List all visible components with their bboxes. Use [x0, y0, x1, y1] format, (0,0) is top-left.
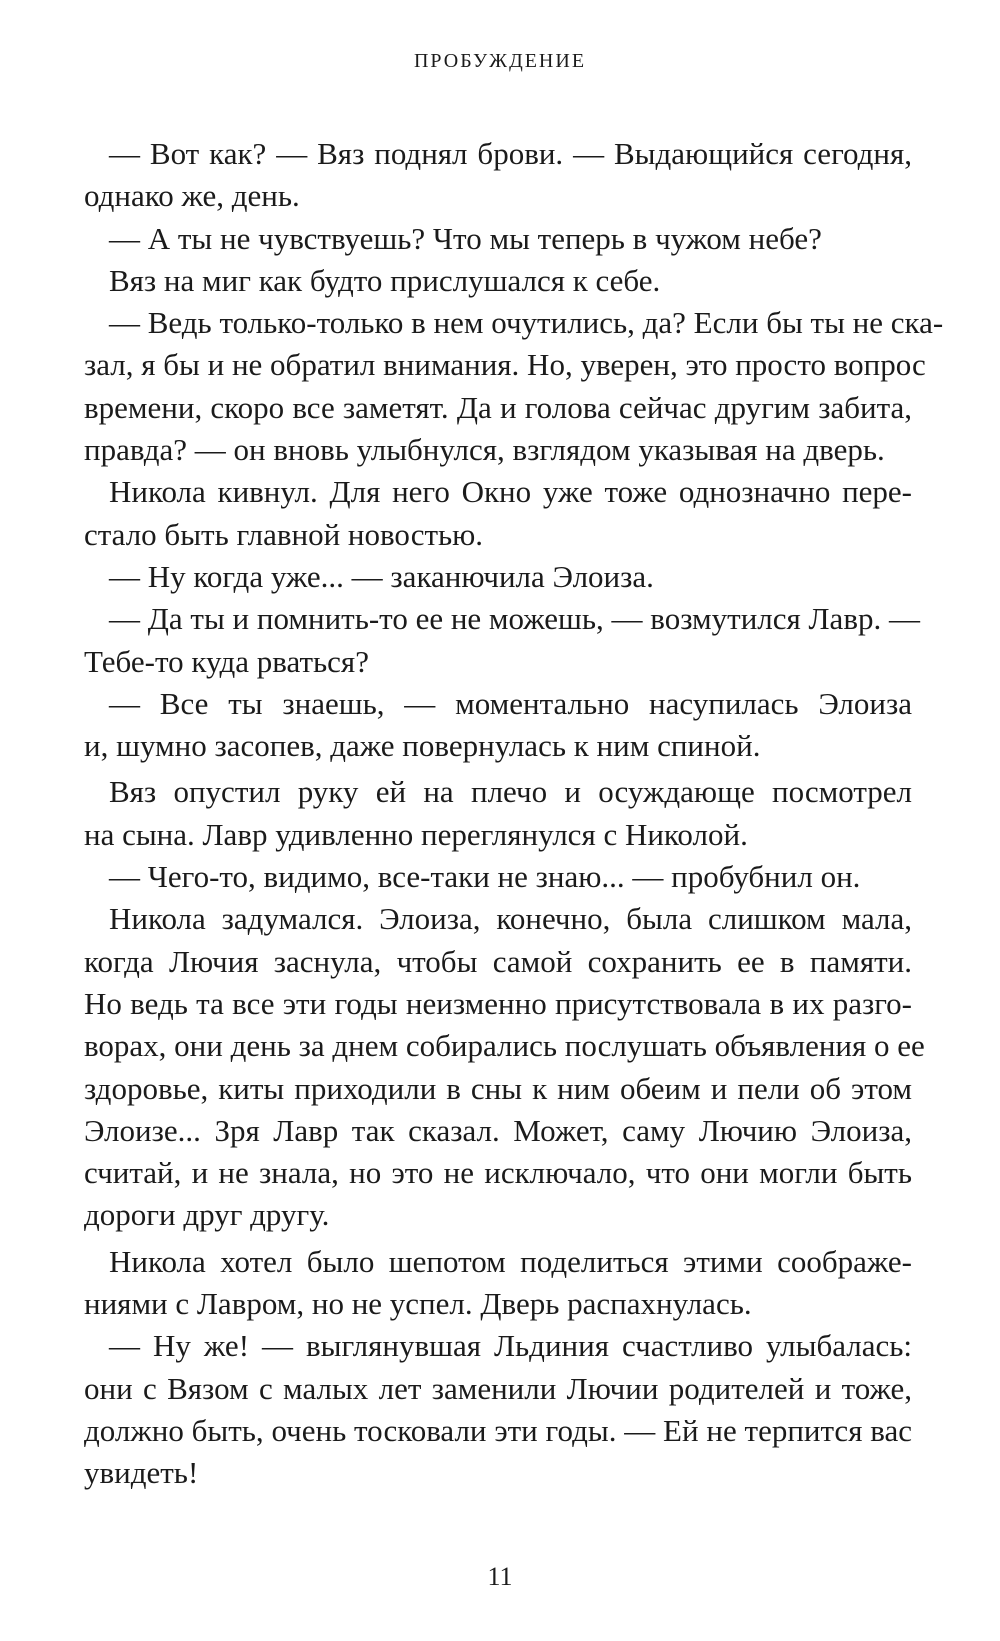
text-line: — Да ты и помнить-то ее не можешь, — возмутился Лавр. —: [109, 601, 920, 637]
page-number: 11: [487, 1562, 513, 1591]
text-line: и, шумно засопев, даже повернулась к ним спиной.: [84, 728, 761, 764]
text-line: — Ну же! — выглянувшая Льдиния счастливо улыбалась:: [109, 1328, 912, 1364]
text-line: Никола кивнул. Для него Окно уже тоже однозначно пере-: [109, 474, 912, 510]
text-line: когда Лючия заснула, чтобы самой сохранить ее в памяти.: [84, 943, 912, 979]
text-line: — Ведь только-только в нем очутились, да? Если бы ты не ска-: [109, 305, 944, 341]
text-line: увидеть!: [84, 1455, 199, 1491]
text-line: зал, я бы и не обратил внимания. Но, уверен, это просто вопрос: [84, 347, 926, 383]
text-line: должно быть, очень тосковали эти годы. — Ей не терпится вас: [84, 1412, 912, 1448]
text-line: ворах, они день за днем собирались послушать объявления о ее: [84, 1028, 925, 1064]
text-line: Вяз на миг как будто прислушался к себе.: [109, 262, 661, 298]
text-line: Тебе-то куда рваться?: [84, 643, 369, 679]
text-line: однако же, день.: [84, 178, 300, 214]
text-line: Вяз опустил руку ей на плечо и осуждающе посмотрел: [109, 774, 912, 810]
text-line: Никола задумался. Элоиза, конечно, была слишком мала,: [109, 901, 912, 937]
text-line: они с Вязом с малых лет заменили Лючии родителей и тоже,: [84, 1370, 912, 1406]
text-line: времени, скоро все заметят. Да и голова сейчас другим забита,: [84, 389, 912, 425]
text-line: Элоизе... Зря Лавр так сказал. Может, саму Лючию Элоиза,: [84, 1112, 912, 1148]
page-body: [84, 133, 944, 1495]
text-line: — А ты не чувствуешь? Что мы теперь в чужом небе?: [109, 220, 822, 256]
text-line: считай, и не знала, но это не исключало, что они могли быть: [84, 1155, 912, 1191]
text-line: — Все ты знаешь, — моментально насупилась Элоиза: [109, 685, 912, 721]
text-line: Никола хотел было шепотом поделиться этими соображе-: [109, 1243, 912, 1279]
text-line: правда? — он вновь улыбнулся, взглядом указывая на дверь.: [84, 432, 885, 468]
text-line: здоровье, киты приходили в сны к ним обеим и пели об этом: [84, 1070, 912, 1106]
text-line: — Чего-то, видимо, все-таки не знаю... — пробубнил он.: [109, 859, 861, 895]
text-line: — Ну когда уже... — заканючила Элоиза.: [109, 558, 654, 594]
running-head: ПРОБУЖДЕНИЕ: [413, 50, 587, 72]
text-line: дороги друг другу.: [84, 1197, 330, 1233]
text-line: на сына. Лавр удивленно переглянулся с Николой.: [84, 816, 748, 852]
text-line: Но ведь та все эти годы неизменно присутствовала в их разго-: [84, 985, 912, 1021]
text-line: стало быть главной новостью.: [84, 516, 484, 552]
text-line: ниями с Лавром, но не успел. Дверь распахнулась.: [84, 1286, 752, 1322]
text-line: — Вот как? — Вяз поднял брови. — Выдающийся сегодня,: [109, 136, 912, 171]
